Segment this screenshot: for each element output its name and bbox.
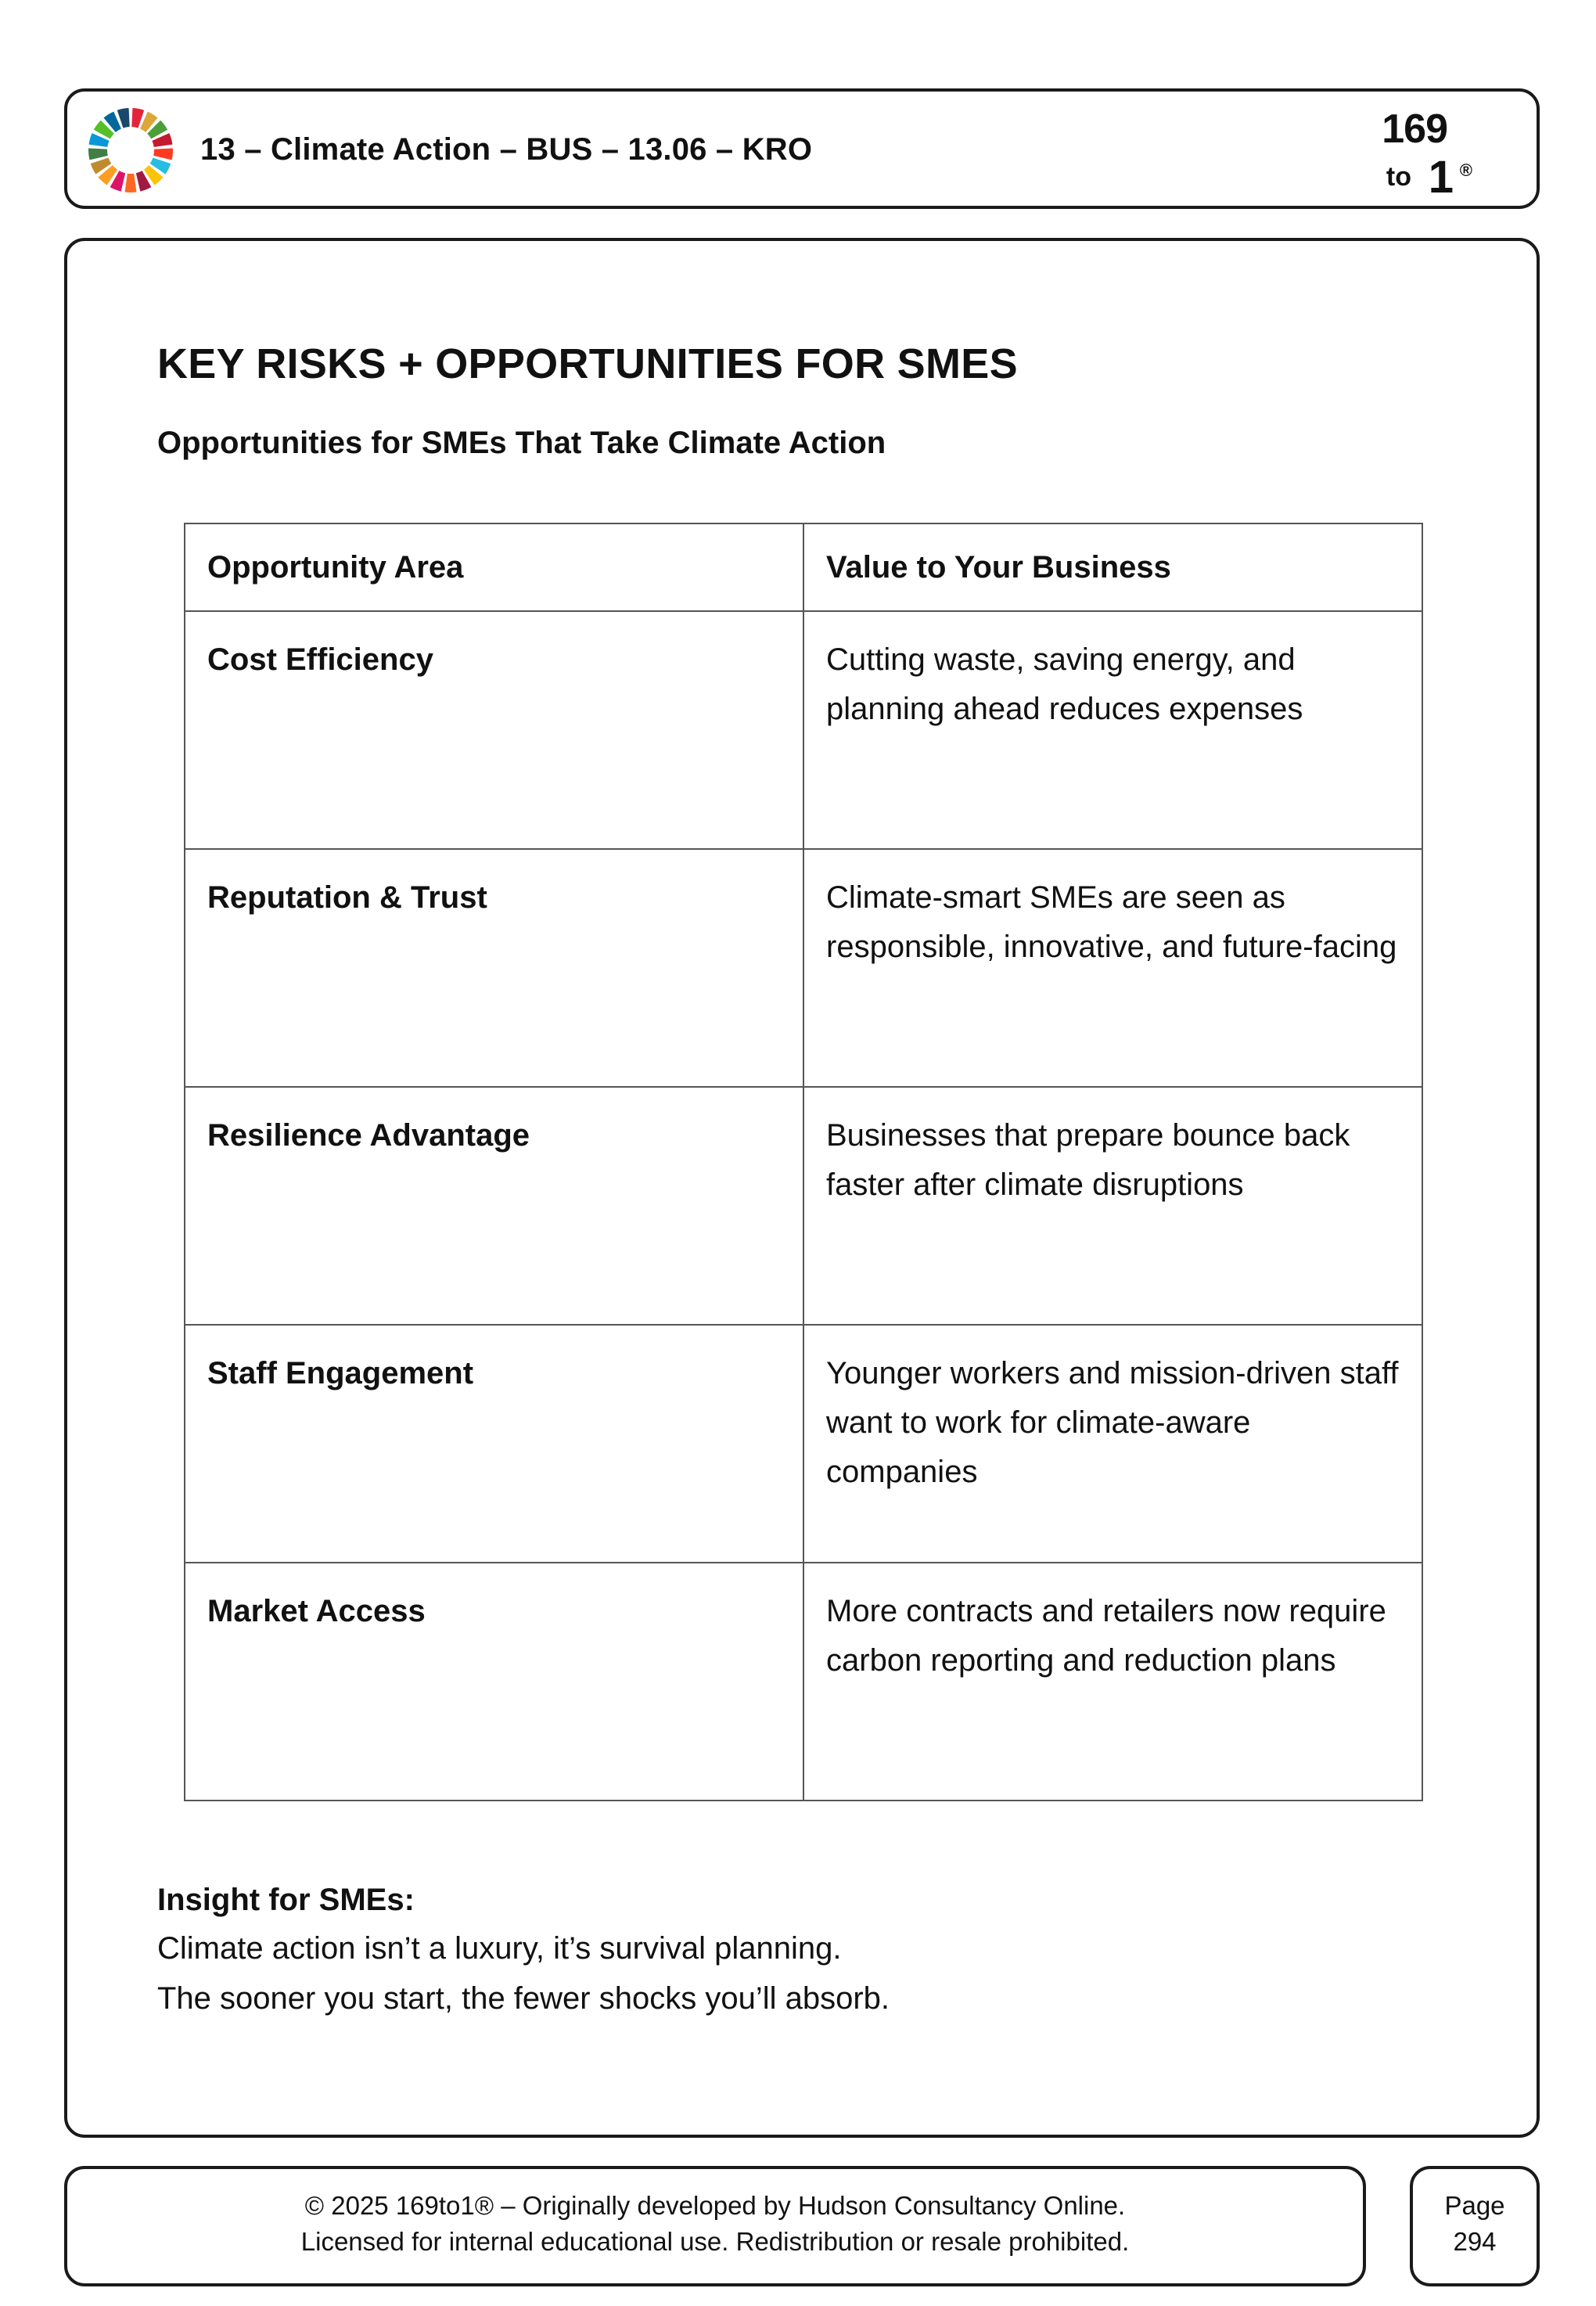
insight-text: Climate action isn’t a luxury, it’s survival planning. — [157, 1931, 842, 1966]
content-panel — [64, 238, 1540, 2138]
table-row — [185, 611, 1422, 849]
brand-number: 169 — [1382, 106, 1447, 152]
sdg-wheel-icon — [88, 107, 174, 193]
brand-to: to — [1386, 162, 1411, 192]
opportunity-area-cell: Cost Efficiency — [185, 611, 803, 849]
table-header-row — [185, 523, 1422, 611]
page-number-box — [1410, 2166, 1540, 2286]
table-row — [185, 849, 1422, 1087]
brand-one: 1 — [1428, 152, 1454, 203]
header-bar — [64, 88, 1540, 209]
sdg-wheel-segment — [88, 148, 108, 160]
registered-mark: ® — [1459, 160, 1472, 180]
page-subtitle: Opportunities for SMEs That Take Climate Action — [157, 426, 886, 460]
opportunity-area-cell: Staff Engagement — [185, 1325, 803, 1563]
value-cell: Younger workers and mission-driven staff want to work for climate-aware companies — [803, 1325, 1422, 1563]
opportunity-area-cell: Resilience Advantage — [185, 1087, 803, 1325]
page-number: 294 — [1453, 2227, 1497, 2256]
page-label: Page — [1444, 2191, 1505, 2220]
insight-text: The sooner you start, the fewer shocks you’ll absorb. — [157, 1981, 890, 2016]
column-header-opportunity-area: Opportunity Area — [185, 523, 803, 611]
sdg-wheel-segment — [124, 174, 136, 192]
footer-copyright — [64, 2166, 1366, 2286]
table-row — [185, 1563, 1422, 1801]
sdg-wheel-segment — [153, 148, 173, 160]
opportunity-area-cell: Market Access — [185, 1563, 803, 1801]
opportunity-area-cell: Reputation & Trust — [185, 849, 803, 1087]
license-text: Licensed for internal educational use. Redistribution or resale prohibited. — [300, 2227, 1130, 2256]
insight-heading: Insight for SMEs: — [157, 1883, 415, 1917]
value-cell: Climate-smart SMEs are seen as responsible, innovative, and future-facing — [803, 849, 1422, 1087]
column-header-value: Value to Your Business — [803, 523, 1422, 611]
brand-logo — [1358, 99, 1476, 201]
header-title: 13 – Climate Action – BUS – 13.06 – KRO — [200, 132, 813, 167]
table-row — [185, 1087, 1422, 1325]
page-title: KEY RISKS + OPPORTUNITIES FOR SMES — [157, 340, 1018, 387]
opportunities-table — [184, 523, 1423, 1801]
value-cell: More contracts and retailers now require carbon reporting and reduction plans — [803, 1563, 1422, 1801]
value-cell: Cutting waste, saving energy, and planning ahead reduces expenses — [803, 611, 1422, 849]
value-cell: Businesses that prepare bounce back faster after climate disruptions — [803, 1087, 1422, 1325]
copyright-text: © 2025 169to1® – Originally developed by Hudson Consultancy Online. — [304, 2191, 1126, 2220]
table-row — [185, 1325, 1422, 1563]
